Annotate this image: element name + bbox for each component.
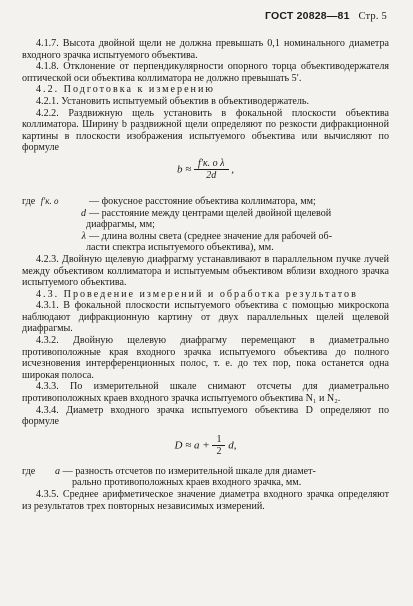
definition-text: — разность отсчетов по измерительной шкале для диамет- [62,465,316,477]
definition-row [22,196,389,208]
definition-continuation: диафрагмы, мм; [86,219,155,231]
paragraph-4-3-4: 4.3.4. Диаметр входного зрачка испытуемого объектива D определяют по формуле [22,404,389,428]
paragraph-4-3-3: 4.3.3. По измерительной шкале снимают отсчеты для диаметрально противоположных краев входного зрачка испытуемого объектива N₁ и N₂. [22,381,389,405]
definition-continuation: ласти спектра испытуемого объектива), мм. [86,242,274,254]
paragraph-4-2-2: 4.2.2. Раздвижную щель установить в фокальной плоскости объектива коллиматора. Ширину b раздвижной щели определяют по резкости дифракционной картины в плоскости изображения испытуемого объектива или вычисляют по формуле [22,107,389,154]
formula-denominator: 2 [216,445,222,457]
section-heading-4-2: 4.2. Подготовка к измерению [36,84,215,96]
definition-symbol: λ [81,230,86,242]
where-label: где [22,465,36,477]
paragraph-4-1-8: 4.1.8. Отклонение от перпендикулярности опорного торца объективодержателя оптической оси объектива коллиматора не должно превышать 5′. [22,61,389,84]
definition-symbol: d [80,207,86,219]
where-label: где f′к. о [22,195,59,207]
formula-lhs: b ≈ [176,163,192,176]
definition-text: — расстояние между центрами щелей двойной щелевой [89,207,332,219]
definition-row [22,231,389,243]
definition-symbol: f′к. о [40,195,59,206]
paragraph-4-2-3: 4.2.3. Двойную щелевую диафрагму устанавливают в параллельном пучке лучей между объективом коллиматора и испытуемым объективом вблизи входного зрачка испытуемого объектива. [22,253,389,289]
page-content [22,38,389,512]
definition-continuation: рально противоположных краев входного зрачка, мм. [72,477,302,489]
formula-end: , [231,163,235,176]
paragraph-4-3-5: 4.3.5. Среднее арифметическое значение диаметра входного зрачка определяют из результатов трех повторных независимых измерений. [22,489,389,512]
formula-lhs: D ≈ a + [174,439,210,452]
paragraph-4-3-2: 4.3.2. Двойную щелевую диафрагму перемещают в диаметрально противоположные края входного зрачка испытуемого объектива до полного исчезновения интерференционных полос, т. е. до тех пор, пока останется одна широкая полоса. [22,335,389,381]
formula-fraction [212,434,225,457]
definition-text: — фокусное расстояние объектива коллиматора, мм; [89,195,316,207]
definitions-list-2 [22,466,389,489]
formula-slit-width [22,158,389,192]
paragraph-4-3-1: 4.3.1. В фокальной плоскости испытуемого объектива с помощью микроскопа наблюдают дифракционную картину от двух параллельных щелей щелевой диафрагмы. [22,300,389,335]
definition-text: — длина волны света (среднее значение для рабочей об- [89,230,333,242]
page-number: Стр. 5 [358,11,387,22]
page-header [265,10,387,22]
formula-denominator: 2d [206,169,217,181]
definition-symbol: a [55,465,61,477]
formula-numerator: f′к. о λ [194,158,228,170]
paragraph-4-2-1: 4.2.1. Установить испытуемый объектив в объективодержатель. [36,95,310,107]
definitions-list-1 [22,196,389,254]
formula-pupil-diameter [22,434,389,460]
definition-row [22,208,389,220]
standard-number: ГОСТ 20828—81 [265,10,350,22]
formula-end: d, [228,439,237,452]
definition-row [22,466,389,478]
paragraph-4-1-7: 4.1.7. Высота двойной щели не должна превышать 0,1 номинального диаметра входного зрачка испытуемого объектива. [22,38,389,61]
section-heading-4-3: 4.3. Проведение измерений и обработка результатов [36,288,358,300]
formula-fraction [194,158,228,181]
formula-numerator: 1 [212,434,225,446]
